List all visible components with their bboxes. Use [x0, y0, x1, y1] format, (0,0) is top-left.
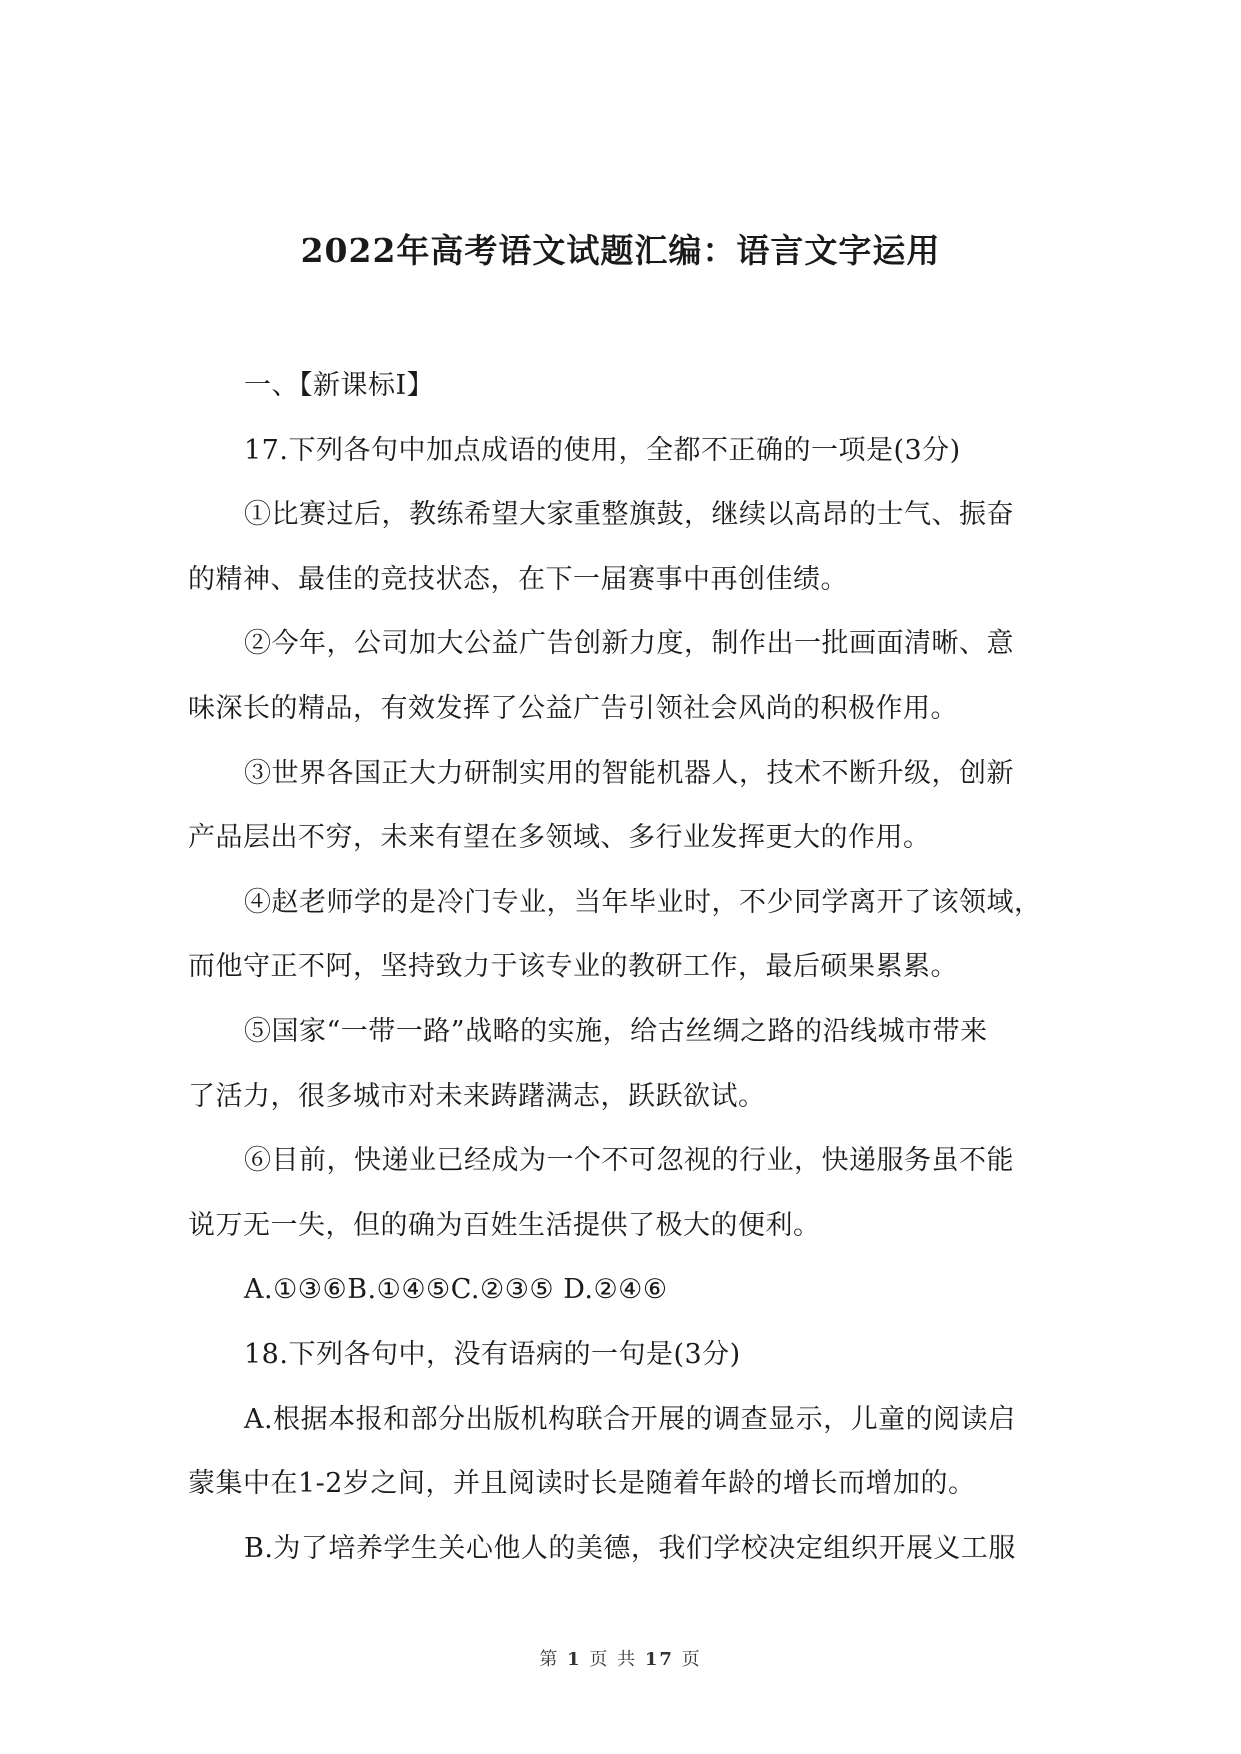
- page-title: 2022年高考语文试题汇编：语言文字运用: [300, 231, 941, 270]
- question-18-stem: 18.下列各句中，没有语病的一句是(3分): [244, 1338, 741, 1370]
- q17-sentence-3-line-1: ③世界各国正大力研制实用的智能机器人，技术不断升级，创新: [244, 757, 1014, 789]
- question-17-stem: 17.下列各句中加点成语的使用，全都不正确的一项是(3分): [244, 434, 961, 466]
- footer-page-number: 1: [567, 1649, 582, 1670]
- q17-sentence-4-line-1: ④赵老师学的是冷门专业，当年毕业时，不少同学离开了该领域，: [244, 886, 1042, 918]
- footer-middle: 页 共: [589, 1649, 638, 1670]
- q18-option-a-line-2: 蒙集中在1-2岁之间，并且阅读时长是随着年龄的增长而增加的。: [188, 1468, 976, 1500]
- q17-sentence-1-line-2: 的精神、最佳的竞技状态，在下一届赛事中再创佳绩。: [188, 563, 848, 595]
- q17-sentence-5-line-1: ⑤国家“一带一路”战略的实施，给古丝绸之路的沿线城市带来: [244, 1015, 988, 1047]
- section-heading: 一、【新课标Ⅰ】: [244, 370, 435, 401]
- q17-sentence-1-line-1: ①比赛过后，教练希望大家重整旗鼓，继续以高昂的士气、振奋: [244, 499, 1014, 531]
- q17-sentence-4-line-2: 而他守正不阿，坚持致力于该专业的教研工作，最后硕果累累。: [188, 951, 958, 983]
- question-17-options: A.①③⑥B.①④⑤C.②③⑤ D.②④⑥: [244, 1274, 668, 1306]
- q17-sentence-2-line-2: 味深长的精品，有效发挥了公益广告引领社会风尚的积极作用。: [188, 692, 958, 724]
- q18-option-a-line-1: A.根据本报和部分出版机构联合开展的调查显示，儿童的阅读启: [244, 1403, 1016, 1435]
- q17-sentence-6-line-2: 说万无一失，但的确为百姓生活提供了极大的便利。: [188, 1209, 821, 1241]
- q17-sentence-3-line-2: 产品层出不穷，未来有望在多领域、多行业发挥更大的作用。: [188, 822, 931, 854]
- footer-prefix: 第: [539, 1649, 560, 1670]
- q17-sentence-5-line-2: 了活力，很多城市对未来踌躇满志，跃跃欲试。: [188, 1080, 766, 1112]
- q18-option-b-line-1: B.为了培养学生关心他人的美德，我们学校决定组织开展义工服: [244, 1532, 1016, 1564]
- q17-sentence-2-line-1: ②今年，公司加大公益广告创新力度，制作出一批画面清晰、意: [244, 628, 1014, 660]
- page-footer: [0, 1645, 1241, 1671]
- page-content: [188, 354, 1054, 1581]
- footer-suffix: 页: [681, 1649, 702, 1670]
- footer-total-pages: 17: [644, 1649, 674, 1670]
- q17-sentence-6-line-1: ⑥目前，快递业已经成为一个不可忽视的行业，快递服务虽不能: [244, 1145, 1014, 1177]
